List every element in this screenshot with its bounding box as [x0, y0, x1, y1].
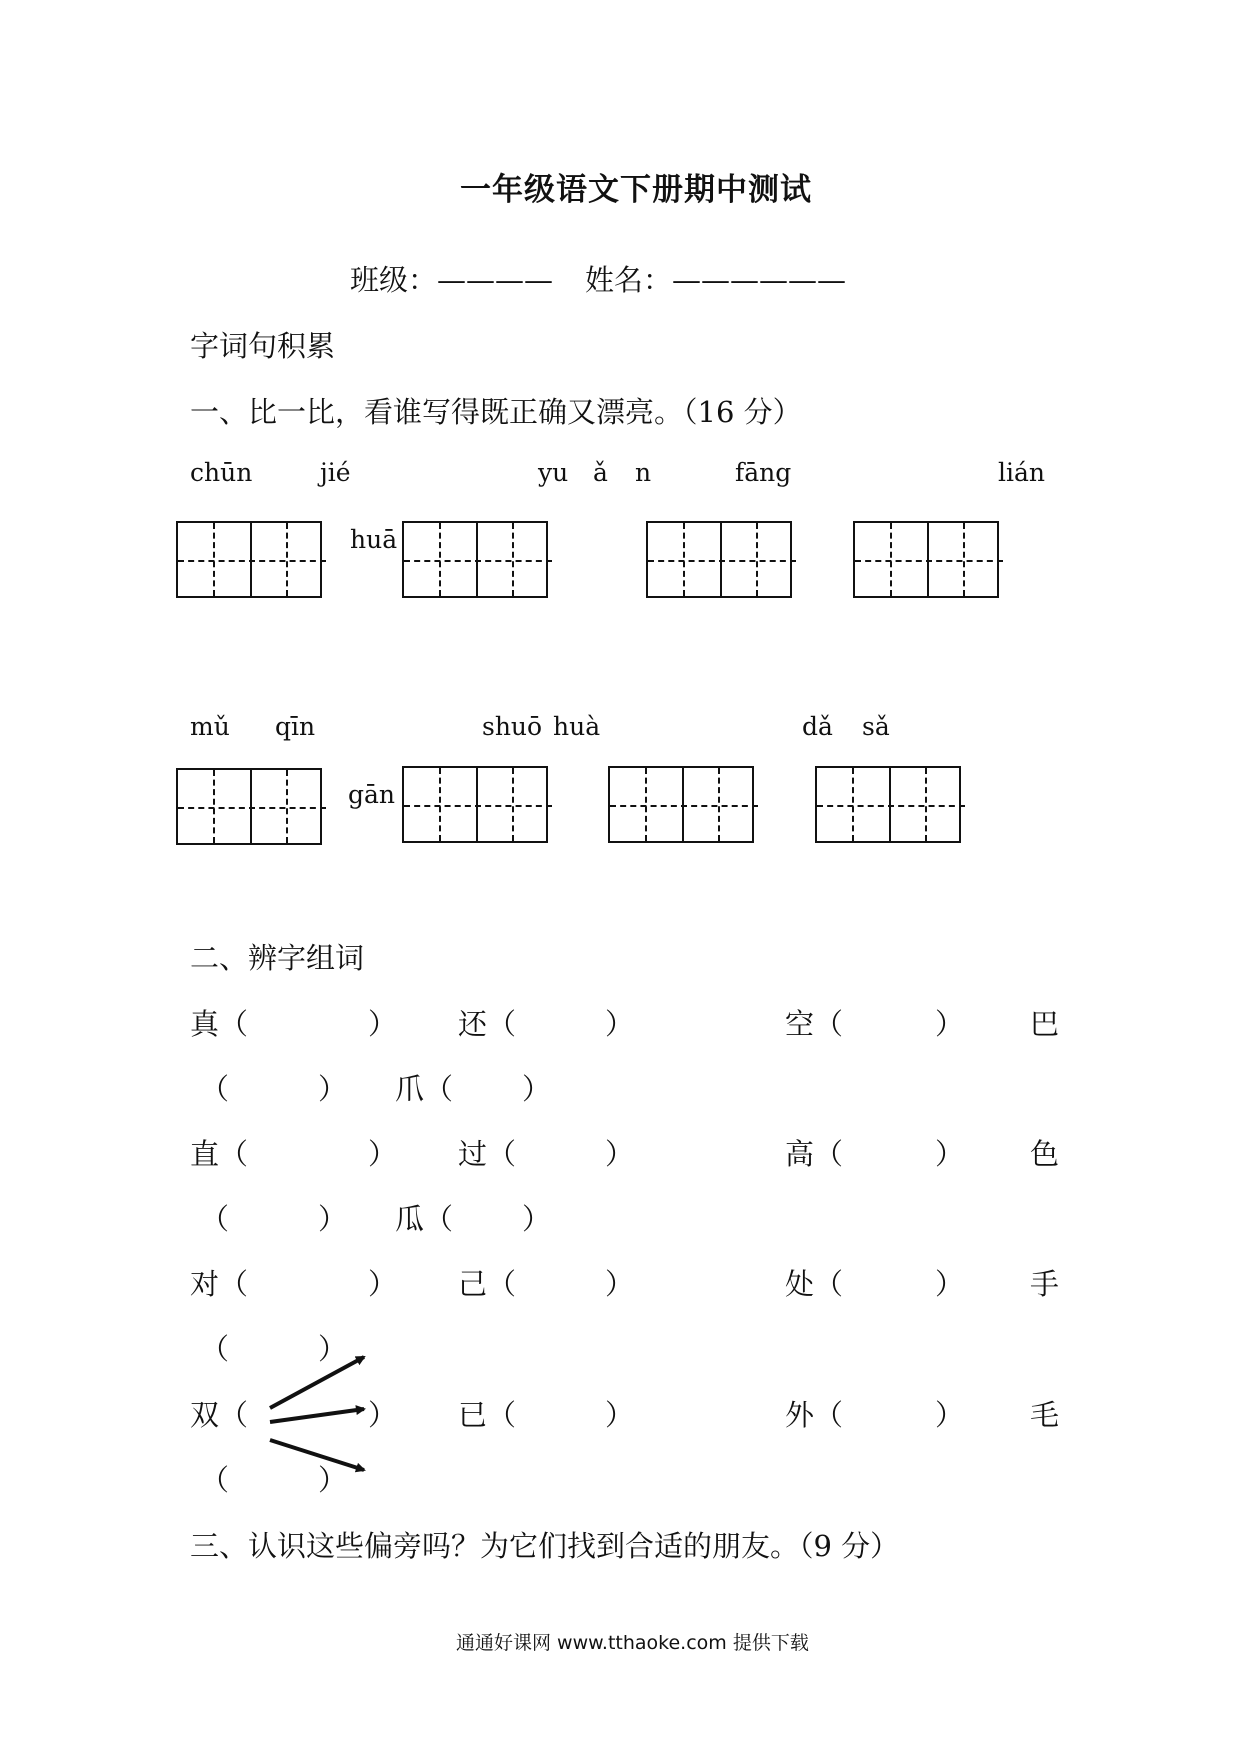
word-blank: 对（	[190, 1267, 249, 1301]
question-1-prompt: 一、比一比，看谁写得既正确又漂亮。（16 分）	[190, 395, 802, 429]
pinyin-label: chūn	[190, 458, 253, 487]
word-blank: ）	[368, 1398, 398, 1432]
word-blank: ）	[522, 1072, 552, 1106]
pinyin-label: huā	[350, 525, 398, 554]
pinyin-label: gān	[348, 780, 396, 809]
word-blank: ）	[522, 1202, 552, 1236]
word-blank: ）	[935, 1137, 965, 1171]
word-blank: （	[200, 1072, 230, 1106]
pinyin-label: huà	[553, 712, 601, 741]
word-blank: 过（	[458, 1137, 517, 1171]
word-blank: ）	[368, 1137, 398, 1171]
word-blank: 手	[1030, 1267, 1060, 1301]
question-3-prompt: 三、认识这些偏旁吗？为它们找到合适的朋友。（9 分）	[190, 1529, 900, 1563]
writing-grid[interactable]	[402, 766, 548, 843]
word-blank: 处（	[785, 1267, 844, 1301]
pinyin-label: ǎ	[593, 458, 608, 487]
word-blank: 外（	[785, 1398, 844, 1432]
word-blank: ）	[318, 1332, 348, 1366]
pinyin-label: lián	[998, 458, 1045, 487]
word-blank: （	[200, 1202, 230, 1236]
word-blank: ）	[605, 1267, 635, 1301]
writing-grid[interactable]	[608, 766, 754, 843]
pinyin-label: n	[635, 458, 652, 487]
arrows-graphic	[260, 1320, 380, 1480]
page-title: 一年级语文下册期中测试	[460, 172, 812, 208]
word-blank: ）	[605, 1007, 635, 1041]
word-blank: 爪（	[395, 1072, 454, 1106]
word-blank: 直（	[190, 1137, 249, 1171]
word-blank: ）	[935, 1267, 965, 1301]
word-blank: ）	[318, 1072, 348, 1106]
word-blank: ）	[318, 1202, 348, 1236]
word-blank: 己（	[458, 1267, 517, 1301]
pinyin-label: sǎ	[862, 712, 890, 741]
writing-grid[interactable]	[402, 521, 548, 598]
word-blank: 双（	[190, 1398, 249, 1432]
class-field: 班级：————	[350, 263, 554, 297]
word-blank: 毛	[1030, 1398, 1060, 1432]
word-blank: （	[200, 1463, 230, 1497]
word-blank: ）	[368, 1267, 398, 1301]
word-blank: 已（	[458, 1398, 517, 1432]
word-blank: 高（	[785, 1137, 844, 1171]
name-field: 姓名：——————	[585, 263, 847, 297]
word-blank: 巴	[1030, 1007, 1060, 1041]
pinyin-label: jié	[320, 458, 351, 487]
pinyin-label: yu	[538, 458, 569, 487]
word-blank: 色	[1030, 1137, 1060, 1171]
question-2-prompt: 二、辨字组词	[190, 941, 365, 975]
word-blank: 还（	[458, 1007, 517, 1041]
word-blank: ）	[318, 1463, 348, 1497]
word-blank: 瓜（	[395, 1202, 454, 1236]
word-blank: ）	[605, 1398, 635, 1432]
pinyin-label: fāng	[735, 458, 792, 487]
arrow-middle	[270, 1409, 364, 1422]
arrow-down	[270, 1440, 364, 1470]
word-blank: ）	[935, 1007, 965, 1041]
pinyin-label: qīn	[275, 712, 316, 741]
word-blank: 空（	[785, 1007, 844, 1041]
section-heading: 字词句积累	[190, 329, 336, 363]
arrow-up	[270, 1357, 364, 1408]
word-blank: 真（	[190, 1007, 249, 1041]
word-blank: ）	[605, 1137, 635, 1171]
writing-grid[interactable]	[176, 521, 322, 598]
pinyin-label: shuō	[482, 712, 543, 741]
word-blank: （	[200, 1332, 230, 1366]
word-blank: ）	[368, 1007, 398, 1041]
writing-grid[interactable]	[815, 766, 961, 843]
writing-grid[interactable]	[176, 768, 322, 845]
pinyin-label: mǔ	[190, 712, 230, 741]
writing-grid[interactable]	[646, 521, 792, 598]
pinyin-label: dǎ	[802, 712, 833, 741]
word-blank: ）	[935, 1398, 965, 1432]
footer-text: 通通好课网 www.tthaoke.com 提供下载	[456, 1632, 809, 1654]
writing-grid[interactable]	[853, 521, 999, 598]
